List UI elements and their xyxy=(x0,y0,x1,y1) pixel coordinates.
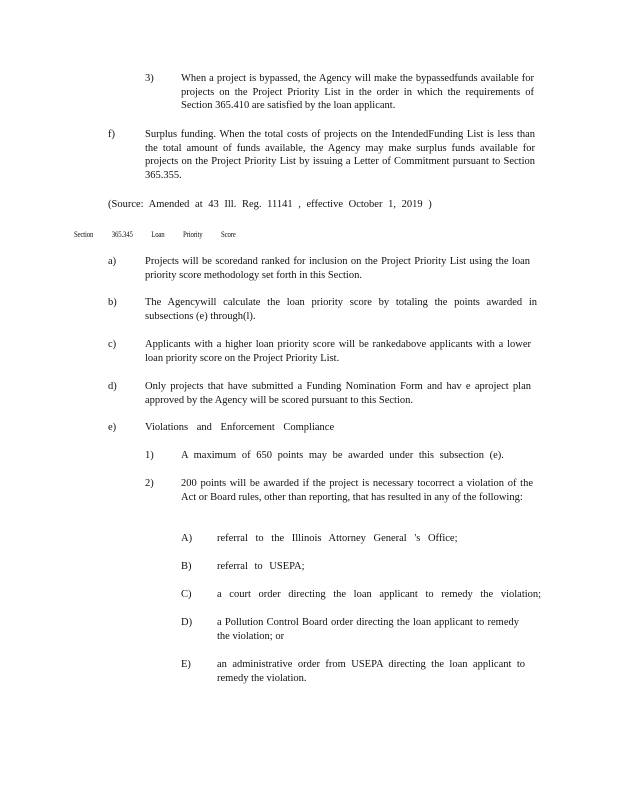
item-label-d: d) xyxy=(108,381,117,392)
item-label-eD: D) xyxy=(181,617,193,628)
item-label-f: f) xyxy=(108,129,115,140)
item-text-e: Violations and Enforcement Compliance xyxy=(145,422,335,433)
item-label-e1: 1) xyxy=(145,450,154,461)
item-label-a: a) xyxy=(108,256,117,267)
source-note: (Source: Amended at 43 Ill. Reg. 11141 , effective October 1, 2019 ) xyxy=(108,199,432,210)
item-label-c: c) xyxy=(108,339,117,350)
heading-section-word: Section xyxy=(74,230,94,239)
item-label-3: 3) xyxy=(145,73,154,84)
heading-title-word-1: Loan xyxy=(151,230,165,239)
item-text-e2: 200 points will be awarded if the project is necessary tocorrect a violation of the Act or Board rules, other than reporting, that has resulted in any of the following: xyxy=(181,478,533,503)
heading-title-word-3: Score xyxy=(221,230,236,239)
item-label-eE: E) xyxy=(181,659,191,670)
item-label-b: b) xyxy=(108,297,117,308)
item-label-eB: B) xyxy=(181,561,192,572)
heading-title-word-2: Priority xyxy=(183,230,203,239)
item-text-b: The Agencywill calculate the loan priority score by totaling the points awarded in subsections (e) through(l). xyxy=(145,297,537,322)
item-label-e2: 2) xyxy=(145,478,154,489)
heading-section-number: 365.345 xyxy=(111,230,133,239)
item-text-3: When a project is bypassed, the Agency will make the bypassedfunds available for projects on the Project Priority List in the order in which the requirements of Section 365.410 are satisfied by the loan applicant. xyxy=(181,73,534,111)
item-text-f: Surplus funding. When the total costs of projects on the IntendedFunding List is less than the total amount of funds available, the Agency may make surplus funds available for projects on the Project Priority List by issuing a Letter of Commitment pursuant to Section 365.355. xyxy=(145,129,535,181)
item-text-d: Only projects that have submitted a Funding Nomination Form and hav e aproject plan approved by the Agency will be scored pursuant to this Section. xyxy=(145,381,531,406)
item-text-eA: referral to the Illinois Attorney General 's Office; xyxy=(217,533,458,544)
item-text-eC: a court order directing the loan applicant to remedy the violation; xyxy=(217,589,542,600)
item-text-e1: A maximum of 650 points may be awarded under this subsection (e). xyxy=(181,450,504,461)
item-label-eC: C) xyxy=(181,589,192,600)
item-text-eD: a Pollution Control Board order directing the loan applicant to remedy the violation; or xyxy=(217,617,519,642)
item-label-e: e) xyxy=(108,422,117,433)
section-heading xyxy=(74,228,248,242)
item-text-eE: an administrative order from USEPA directing the loan applicant to remedy the violation. xyxy=(217,659,525,684)
item-text-a: Projects will be scoredand ranked for inclusion on the Project Priority List using the loan priority score methodology set forth in this Section. xyxy=(145,256,530,281)
item-text-c: Applicants with a higher loan priority score will be rankedabove applicants with a lower loan priority score on the Project Priority List. xyxy=(145,339,531,364)
item-label-eA: A) xyxy=(181,533,193,544)
item-text-eB: referral to USEPA; xyxy=(217,561,305,572)
